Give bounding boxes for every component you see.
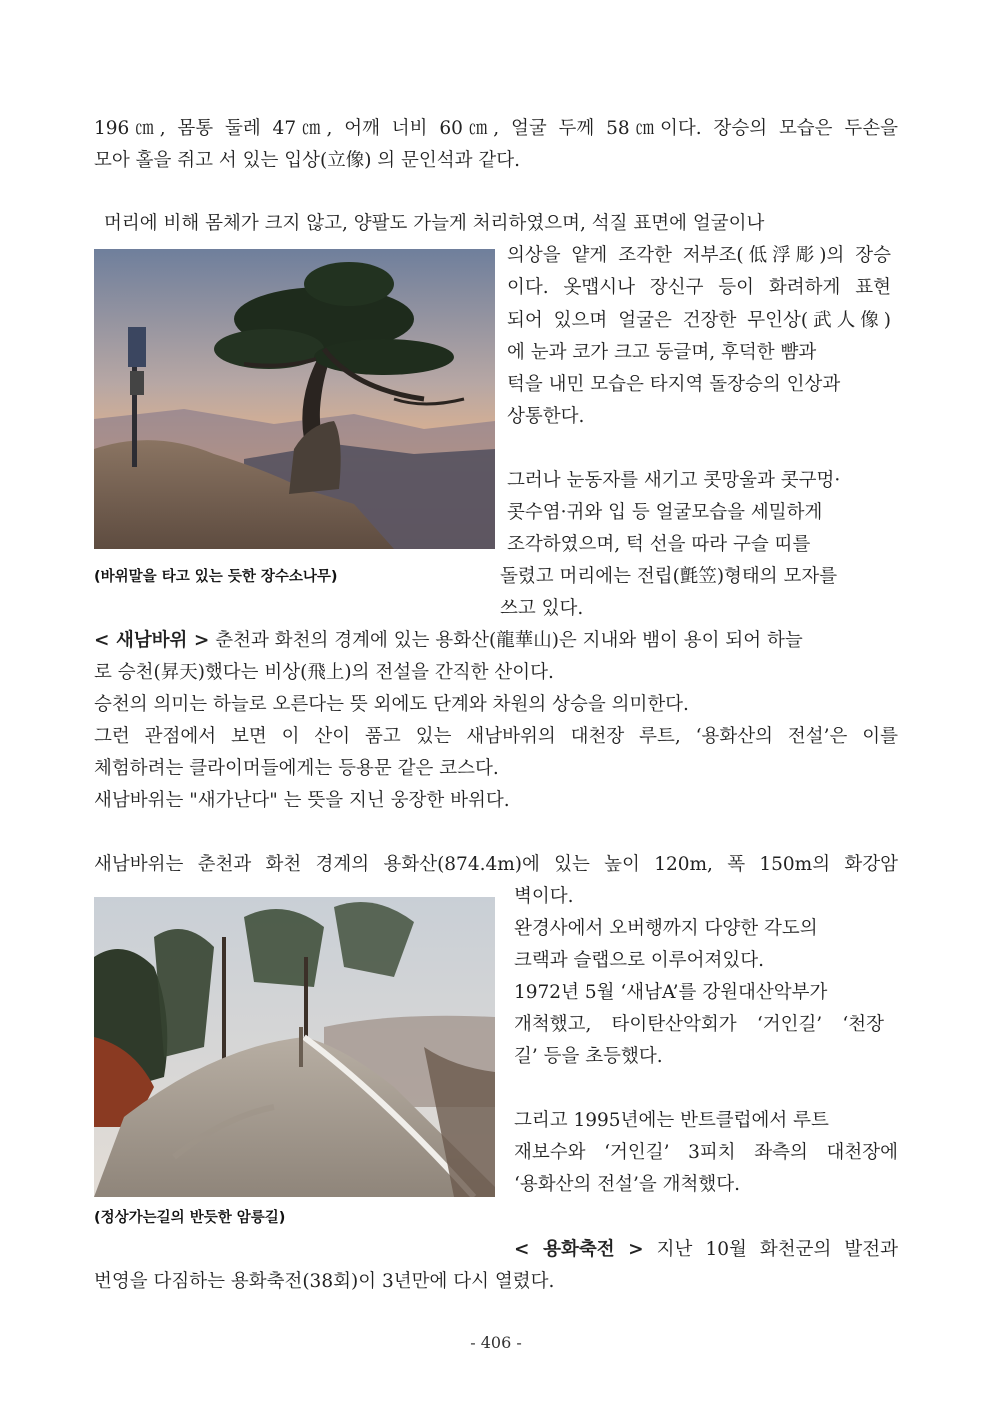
paragraph-3-line-5: 쓰고 있다. (500, 598, 584, 619)
paragraph-7-line-2: 번영을 다짐하는 용화축전(38회)이 3년만에 다시 열렸다. (94, 1271, 555, 1292)
photo-2-caption: (정상가는길의 반듯한 암릉길) (94, 1210, 286, 1226)
rock-ridge-path-photo (94, 897, 495, 1197)
paragraph-4-line-6: 새남바위는 "새가난다" 는 뜻을 지닌 웅장한 바위다. (94, 790, 510, 811)
paragraph-4-line-2: 로 승천(昇天)했다는 비상(飛上)의 전설을 간직한 산이다. (94, 662, 554, 683)
section-heading-saenam: < 새남바위 > (94, 630, 210, 651)
paragraph-7-line-1-text: 지난 10월 화천군의 발전과 (643, 1239, 898, 1260)
paragraph-6-line-3: ‘용화산의 전설’을 개척했다. (514, 1174, 740, 1195)
paragraph-6-line-2: 재보수와 ‘거인길’ 3피치 좌측의 대천장에 (514, 1142, 898, 1163)
paragraph-5-line-1: 새남바위는 춘천과 화천 경계의 용화산(874.4m)에 있는 높이 120m, 폭 150m의 화강암 (94, 854, 898, 875)
paragraph-1-line-2: 모아 홀을 쥐고 서 있는 입상(立像) 의 문인석과 같다. (94, 150, 521, 171)
paragraph-2-line-3: 이다. 옷맵시나 장신구 등이 화려하게 표현 (507, 277, 891, 298)
paragraph-2-line-1: 머리에 비해 몸체가 크지 않고, 양팔도 가늘게 처리하였으며, 석질 표면에 얼굴이나 (104, 213, 765, 234)
rock-ridge-image (94, 897, 495, 1197)
page-number: - 406 - (470, 1333, 522, 1352)
paragraph-2-line-4: 되어 있으며 얼굴은 건장한 무인상(武人像) (507, 310, 891, 331)
paragraph-6-line-1: 그리고 1995년에는 반트클럽에서 루트 (514, 1110, 829, 1131)
paragraph-2-line-2: 의상을 얕게 조각한 저부조(低浮彫)의 장승 (507, 245, 891, 266)
paragraph-3-line-2: 콧수염·귀와 입 등 얼굴모습을 세밀하게 (507, 502, 823, 523)
paragraph-4-line-4: 그런 관점에서 보면 이 산이 품고 있는 새남바위의 대천장 루트, ‘용화산의 전설’은 이를 (94, 726, 898, 747)
paragraph-1-line-1: 196㎝, 몸통 둘레 47㎝, 어깨 너비 60㎝, 얼굴 두께 58㎝이다. 장승의 모습은 두손을 (94, 118, 898, 139)
paragraph-5-line-3: 완경사에서 오버행까지 다양한 각도의 (514, 918, 818, 939)
paragraph-2-line-5: 에 눈과 코가 크고 둥글며, 후덕한 뺨과 (507, 342, 817, 363)
paragraph-5-line-4: 크랙과 슬랩으로 이루어져있다. (514, 950, 764, 971)
paragraph-4-line-1 (94, 625, 803, 657)
paragraph-5-line-2: 벽이다. (514, 886, 574, 907)
paragraph-5-line-5: 1972년 5월 ‘새남A’를 강원대산악부가 (514, 982, 828, 1003)
paragraph-4-line-3: 승천의 의미는 하늘로 오른다는 뜻 외에도 단계와 차원의 상승을 의미한다. (94, 694, 689, 715)
photo-1-caption: (바위말을 타고 있는 듯한 장수소나무) (94, 569, 338, 585)
paragraph-3-line-4: 돌렸고 머리에는 전립(氈笠)형태의 모자를 (500, 566, 838, 587)
paragraph-4-line-5: 체험하려는 클라이머들에게는 등용문 같은 코스다. (94, 758, 499, 779)
paragraph-5-line-7: 길’ 등을 초등했다. (514, 1046, 663, 1067)
paragraph-3-line-1: 그러나 눈동자를 새기고 콧망울과 콧구멍· (507, 470, 841, 491)
paragraph-2-line-7: 상통한다. (507, 406, 585, 427)
paragraph-3-line-3: 조각하였으며, 턱 선을 따라 구슬 띠를 (507, 534, 811, 555)
pine-tree-sunset-photo (94, 249, 495, 549)
paragraph-5-line-6: 개척했고, 타이탄산악회가 ‘거인길’ ‘천장 (514, 1014, 884, 1035)
paragraph-7-line-1 (514, 1234, 898, 1266)
pine-tree-image (94, 249, 495, 549)
paragraph-2-line-6: 턱을 내민 모습은 타지역 돌장승의 인상과 (507, 374, 841, 395)
section-heading-festival: < 용화축전 > (514, 1239, 644, 1260)
paragraph-4-line-1-text: 춘천과 화천의 경계에 있는 용화산(龍華山)은 지내와 뱀이 용이 되어 하늘 (209, 630, 803, 651)
